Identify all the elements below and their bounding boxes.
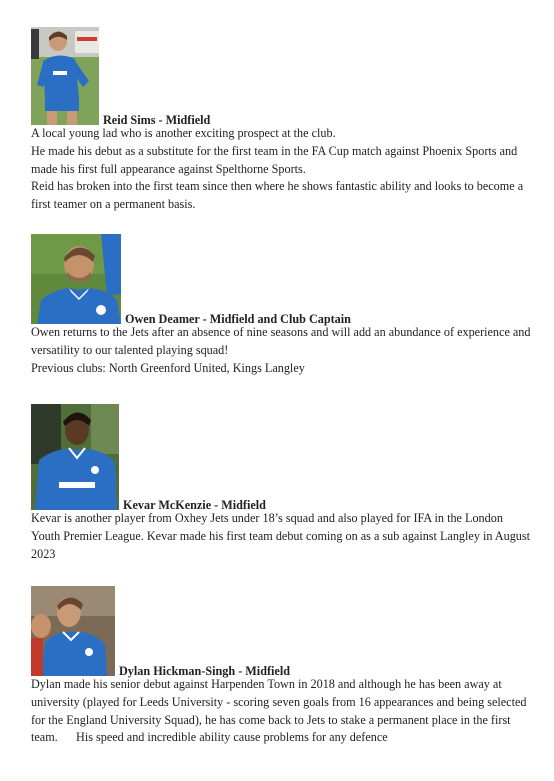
description-line: Dylan made his senior debut against Harpenden Town in 2018 and although he has been away at university (played for Leeds University - scoring seven goals from 16 appearances and being selected for the England University Squad), he has come back to Jets to stake a permanent place in the first team. His speed and incredible ability cause problems for any defence [31, 677, 530, 745]
player-name: Kevar McKenzie - Midfield [123, 498, 266, 512]
description-line: Kevar is another player from Oxhey Jets under 18’s squad and also played for IFA in the London Youth Premier League. Kevar made his first team debut coming on as a sub against Langley in August 2023 [31, 511, 531, 561]
description-line: He made his debut as a substitute for the first team in the FA Cup match against Phoenix Sports and made his first full appearance against Spelthorne Sports. [31, 143, 518, 176]
player-photo-image [31, 586, 115, 676]
player-photo-image [31, 27, 99, 125]
player-description [31, 125, 531, 214]
description-line: A local young lad who is another exciting prospect at the club. [31, 126, 336, 140]
player-description [31, 510, 531, 563]
player-description [31, 324, 531, 377]
player-photo-image [31, 234, 121, 324]
player-header [31, 27, 531, 125]
player-photo[interactable] [31, 27, 99, 125]
player-name: Reid Sims - Midfield [103, 113, 211, 127]
description-line: Previous clubs: North Greenford United, Kings Langley [31, 360, 305, 375]
player-header [31, 234, 531, 324]
player-header [31, 404, 531, 510]
player-card-dylan-hickman-singh [31, 586, 531, 747]
player-header [31, 586, 531, 676]
player-description [31, 676, 531, 747]
player-card-owen-deamer [31, 234, 531, 377]
player-photo[interactable] [31, 586, 115, 676]
player-photo[interactable] [31, 234, 121, 324]
player-name: Owen Deamer - Midfield and Club Captain [125, 312, 351, 326]
description-line: Reid has broken into the first team since then where he shows fantastic ability and looks to become a first teamer on a permanent basis. [31, 179, 524, 212]
player-name: Dylan Hickman-Singh - Midfield [119, 664, 290, 678]
player-card-kevar-mckenzie [31, 404, 531, 563]
player-photo[interactable] [31, 404, 119, 510]
player-photo-image [31, 404, 119, 510]
description-line: Owen returns to the Jets after an absence of nine seasons and will add an abundance of experience and versatility to our talented playing squad! [31, 325, 531, 357]
player-card-reid-sims [31, 27, 531, 214]
